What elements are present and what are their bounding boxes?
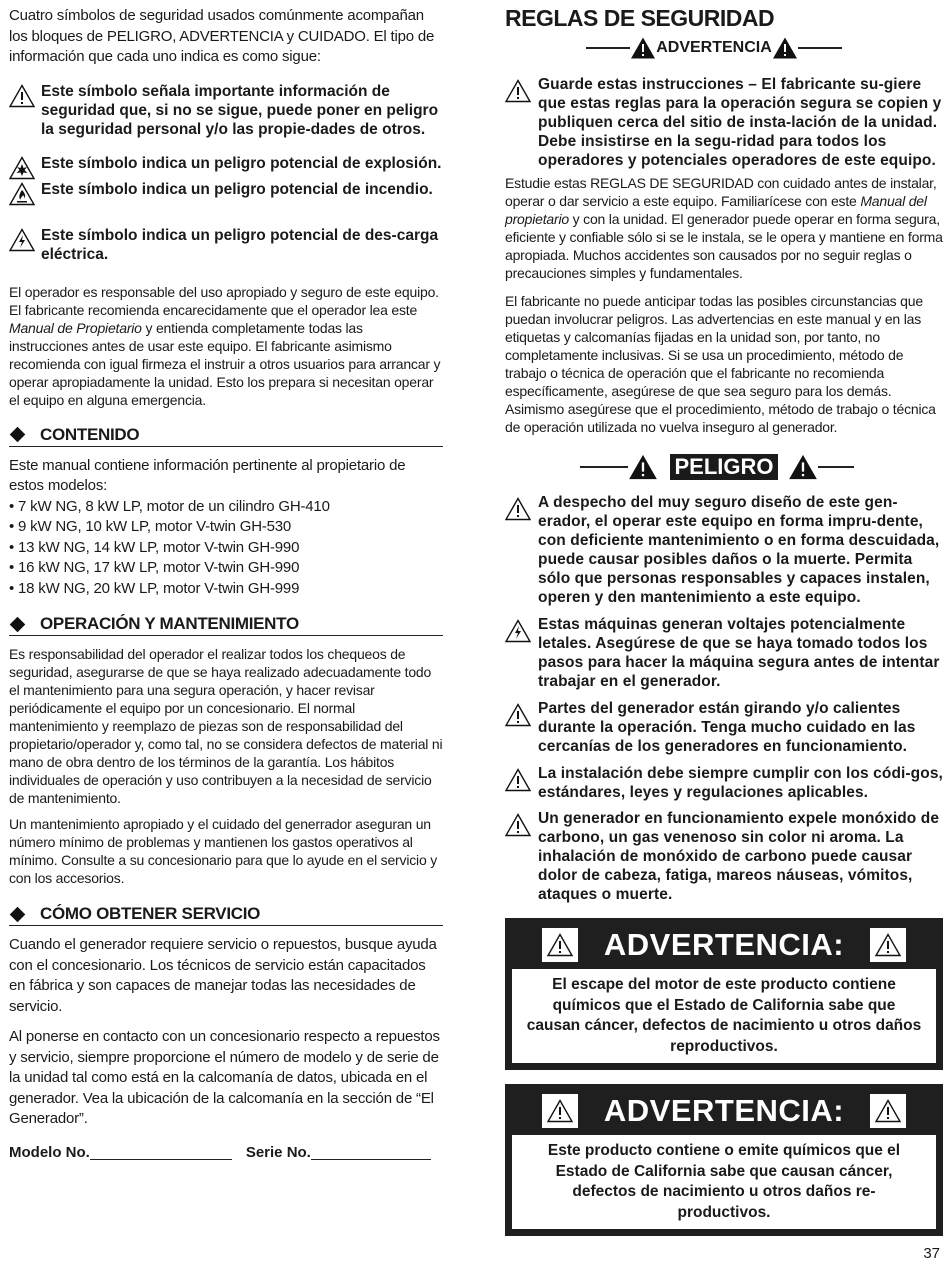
modelo-line — [90, 1144, 232, 1160]
electric-shock-icon — [505, 619, 531, 643]
list-item: • 16 kW NG, 17 kW LP, motor V-twin GH-990 — [9, 559, 300, 576]
operator-paragraph: El operador es responsable del uso apropiado y seguro de este equipo. El fabricante recomienda encarecidamente que el operador lea este Manual de Propietario y entienda completamente todas las instrucciones antes de usar este equipo. El fabricante asimismo recomienda con igual firmeza el instruir a otros usuarios para arrancar y operar apropiadamente la unidad. Esto los prepara si necesitan operar el equipo en alguna emergencia. — [9, 283, 441, 408]
fire-hazard-icon — [9, 182, 35, 206]
section-servicio: CÓMO OBTENER SERVICIO — [9, 904, 443, 926]
warning-triangle-icon — [542, 1094, 578, 1128]
rule-line — [798, 47, 842, 49]
intro-text: Cuatro símbolos de seguridad usados comúnmente acompañan los bloques de PELIGRO, ADVERTENCIA y CUIDADO. El tipo de información que cada uno indica es como sigue: — [9, 7, 435, 65]
box-body: El escape del motor de este producto contiene químicos que el Estado de California sabe que causan cáncer, defectos de nacimiento u otros daños reproductivos. — [512, 969, 936, 1063]
rule-line — [586, 47, 630, 49]
diamond-bullet-icon — [10, 906, 26, 922]
warning-triangle-icon — [505, 79, 531, 103]
contenido-intro: Este manual contiene información pertinente al propietario de estos modelos: — [9, 456, 406, 494]
list-item: • 9 kW NG, 10 kW LP, motor V-twin GH-530 — [9, 518, 292, 535]
servicio-paragraph-1: Cuando el generador requiere servicio o repuestos, busque ayuda con el concesionario. Los técnicos de servicio están capacitados en fábrica y son capaces de manejar todas las necesidades de servicio. — [9, 936, 437, 1015]
serie-label: Serie No. — [245, 1143, 311, 1161]
explosion-hazard-icon — [9, 156, 35, 180]
model-serial-fields — [9, 1144, 443, 1161]
symbol-fire: Este símbolo indica un peligro potencial de incendio. — [9, 180, 443, 199]
modelo-label: Modelo No. — [9, 1143, 90, 1161]
models-list — [9, 497, 443, 600]
diamond-bullet-icon — [10, 427, 26, 443]
fabricante-paragraph: El fabricante no puede anticipar todas las posibles circunstancias que puedan involucrar peligros. Las advertencias en este manual y en las etiquetas y calcomanías fijadas en la unidad son, por tanto, no completamente inclusivas. Si se usa un procedimiento, método de trabajo o técnica de operación que el fabricante no recomienda específicamente, asegúrese de que sea seguro para los demás. Asimismo asegúrese que el procedimiento, método de trabajo o técnica de operación utilizada no vuelva inseguro al generador. — [505, 293, 936, 435]
estudie-paragraph: Estudie estas REGLAS DE SEGURIDAD con cuidado antes de instalar, operar o dar servicio a este equipo. Familiarícese con este Manual del propietario y con la unidad. El generador puede operar en forma segura, eficiente y confiable sólo si se le instala, se le opera y mantiene en forma apropiada. Muchos accidentes son causados por no seguir reglas o precauciones simples y fundamentales. — [505, 175, 943, 281]
symbol-list — [9, 82, 443, 264]
california-warning-box-2 — [505, 1084, 943, 1236]
warning-triangle-icon — [9, 84, 35, 108]
left-column — [9, 0, 443, 1161]
advertencia-header: ADVERTENCIA — [485, 36, 943, 60]
list-item: • 7 kW NG, 8 kW LP, motor de un cilindro GH-410 — [9, 497, 330, 515]
warning-triangle-icon — [788, 453, 818, 481]
box-body: Este producto contiene o emite químicos que el Estado de California sabe que causan cáncer, defectos de nacimiento u otros daños re-productivos. — [512, 1135, 936, 1229]
page-number: 37 — [923, 1245, 940, 1262]
diamond-bullet-icon — [10, 616, 26, 632]
warning-triangle-icon — [870, 928, 906, 962]
operacion-paragraph-2: Un mantenimiento apropiado y el cuidado del generrador aseguran un número mínimo de problemas y mantienen los gastos operativos al mínimo. Consulte a su concesionario para que lo ayude en el servicio y con los accesorios. — [9, 816, 438, 886]
servicio-paragraph-2: Al ponerse en contacto con un concesionario respecto a repuestos y servicio, siempre proporcione el número de modelo y de serie de la unidad tal como está en la calcomanía de datos, ubicada en el generador. Vea la ubicación de la calcomanía en la sección de “El Generador”. — [9, 1028, 440, 1127]
section-operacion: OPERACIÓN Y MANTENIMIENTO — [9, 614, 443, 636]
warning-triangle-icon — [870, 1094, 906, 1128]
danger-item: Partes del generador están girando y/o calientes durante la operación. Tenga mucho cuidado en las cercanías de los generadores en funcionamiento. — [505, 699, 943, 756]
danger-item: Un generador en funcionamiento expele monóxido de carbono, un gas venenoso sin color ni aroma. La inhalación de monóxido de carbono puede causar dolor de cabeza, fatiga, mareos náuseas, vómitos, ataques o muerte. — [505, 809, 943, 904]
list-item: • 18 kW NG, 20 kW LP, motor V-twin GH-999 — [9, 579, 300, 597]
electric-shock-icon — [9, 228, 35, 252]
list-item: • 13 kW NG, 14 kW LP, motor V-twin GH-990 — [9, 538, 300, 556]
warning-triangle-icon — [630, 36, 656, 60]
warning-triangle-icon — [628, 453, 658, 481]
guarde-instructions: Guarde estas instrucciones – El fabricante su-giere que estas reglas para la operación segura se copien y publiquen cerca del sitio de insta-lación de la unidad. Debe insistirse en la segu-ridad para todos los operadores y potenciales operadores de este equipo. — [505, 75, 943, 170]
danger-item: La instalación debe siempre cumplir con los códi-gos, estándares, leyes y regulaciones aplicables. — [505, 764, 943, 802]
operacion-paragraph-1: Es responsabilidad del operador el realizar todos los chequeos de seguridad, asegurarse de que se haya realizado adecuadamente todo el mantenimiento para una segura operación, y hacer revisar periódicamente el equipo por un concesionario. El normal mantenimiento y reemplazo de piezas son de responsabilidad del propietario/operador y, como tal, no se considera defectos de material ni mano de obra dentro de los términos de la garantía. Los hábitos individuales de operación y uso contribuyen a la necesidad de servicio de mantenimiento. — [9, 646, 443, 806]
symbol-safety-alert: Este símbolo señala importante información de seguridad que, si no se sigue, puede poner en peligro la seguridad personal y/o las propie-dades de otros. — [9, 82, 443, 139]
warning-triangle-icon — [772, 36, 798, 60]
page-title: REGLAS DE SEGURIDAD — [505, 5, 775, 31]
danger-list — [505, 493, 943, 904]
danger-item: Estas máquinas generan voltajes potencialmente letales. Asegúrese de que se haya tomado todos los pasos para hacer la máquina segura antes de intentar trabajar en el generador. — [505, 615, 943, 691]
warning-triangle-icon — [505, 813, 531, 837]
warning-triangle-icon — [505, 497, 531, 521]
rule-line — [580, 466, 628, 468]
peligro-header — [491, 453, 943, 481]
warning-triangle-icon — [505, 768, 531, 792]
section-contenido: CONTENIDO — [9, 425, 443, 447]
california-warning-box-1 — [505, 918, 943, 1070]
symbol-explosion: Este símbolo indica un peligro potencial de explosión. — [9, 154, 443, 173]
box-header: ADVERTENCIA: — [512, 925, 936, 965]
box-header: ADVERTENCIA: — [512, 1091, 936, 1131]
peligro-label: PELIGRO — [670, 454, 777, 480]
danger-item: A despecho del muy seguro diseño de este gen-erador, el operar este equipo en forma impru-dente, con deficiente mantenimiento o en forma descuidada, puede causar posibles daños o la muerte. Permita sólo que personas responsables y capaces instalen, operen y den mantenimiento a este equipo. — [505, 493, 943, 607]
warning-triangle-icon — [542, 928, 578, 962]
rule-line — [818, 466, 854, 468]
symbol-electric: Este símbolo indica un peligro potencial de des-carga eléctrica. — [9, 226, 443, 264]
serie-line — [311, 1144, 431, 1160]
right-column — [505, 0, 943, 1236]
warning-triangle-icon — [505, 703, 531, 727]
